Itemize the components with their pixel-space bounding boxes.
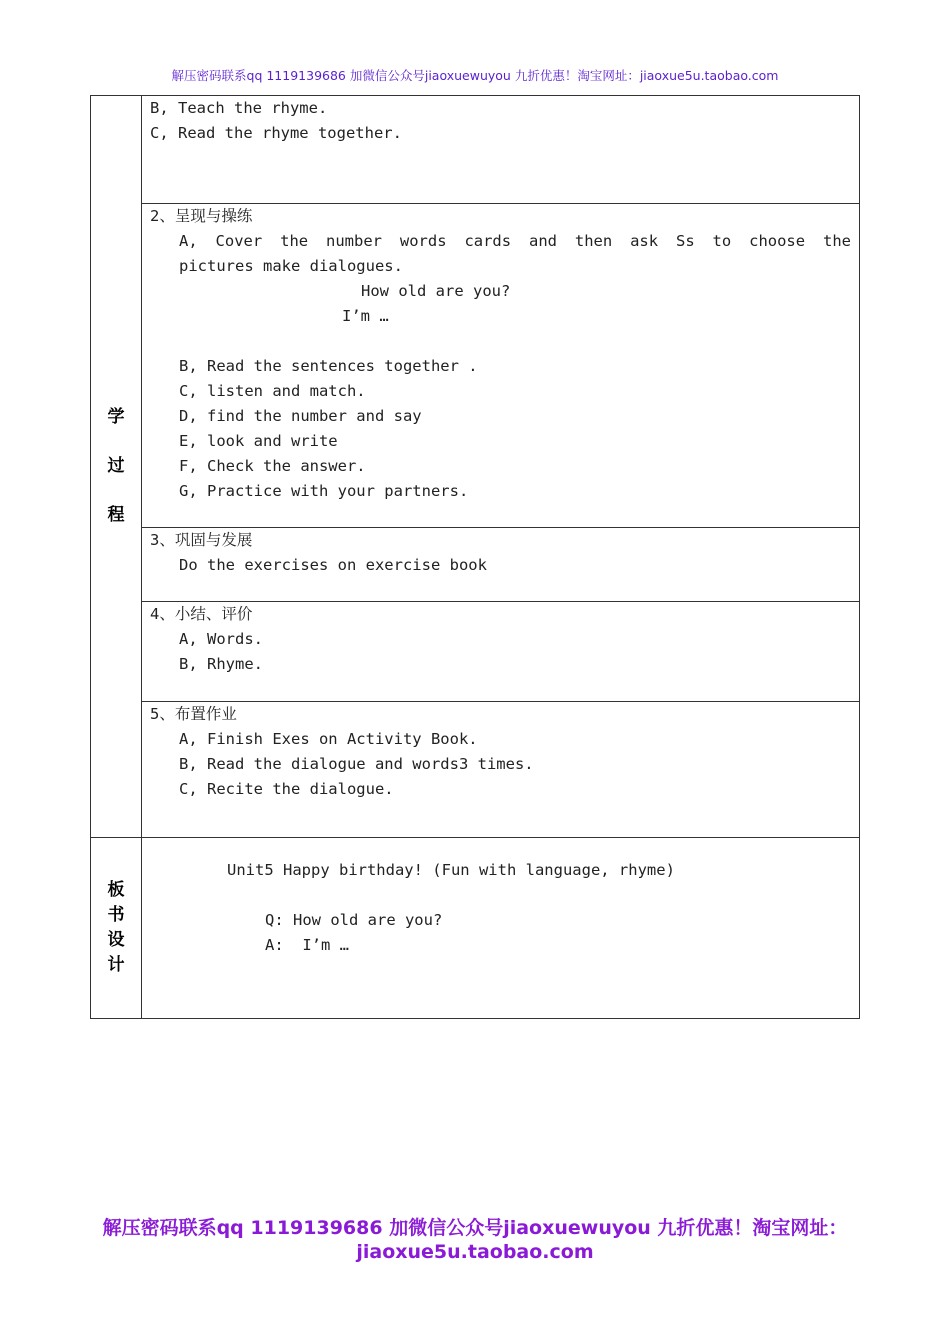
sec4-item: A, Words.	[179, 630, 263, 648]
lesson-plan-table	[90, 95, 860, 1019]
sec2-a-line2: pictures make dialogues.	[179, 257, 403, 275]
board-label	[91, 838, 142, 1019]
sec2-item: D, find the number and say	[179, 407, 422, 425]
sec5-heading: 5、布置作业	[150, 705, 237, 723]
sec5-item: B, Read the dialogue and words3 times.	[179, 755, 534, 773]
board-answer: A: I’m …	[265, 936, 349, 954]
board-label-char: 计	[107, 955, 125, 975]
sec4-heading: 4、小结、评价	[150, 605, 253, 623]
sec4-item: B, Rhyme.	[179, 655, 263, 673]
section-5-cell	[142, 702, 860, 838]
sec2-dialog-answer: I’m …	[342, 307, 389, 325]
board-label-char: 书	[107, 905, 125, 925]
sec2-item: C, listen and match.	[179, 382, 366, 400]
section-3-cell	[142, 528, 860, 602]
board-label-char: 设	[107, 930, 125, 950]
footer-line-1: 解压密码联系qq 1119139686 加微信公众号jiaoxuewuyou 九折优惠！淘宝网址：	[102, 1217, 848, 1239]
sec2-a-line1: A, Cover the number words cards and then ask Ss to choose the	[179, 232, 851, 250]
sec2-dialog-question: How old are you?	[361, 282, 511, 300]
sec1-line: C, Read the rhyme together.	[150, 124, 402, 142]
sec2-item: F, Check the answer.	[179, 457, 366, 475]
sec3-line: Do the exercises on exercise book	[179, 556, 487, 574]
board-title: Unit5 Happy birthday! (Fun with language, rhyme)	[227, 861, 675, 879]
section-1-cell	[142, 96, 860, 204]
sec2-item: B, Read the sentences together .	[179, 357, 478, 375]
process-label-char: 过	[107, 456, 125, 476]
footer-line-2: jiaoxue5u.taobao.com	[356, 1241, 594, 1263]
sec2-item: E, look and write	[179, 432, 338, 450]
process-label-char: 学	[107, 407, 125, 427]
section-4-cell	[142, 602, 860, 702]
footer-banner	[0, 1216, 950, 1264]
sec5-item: C, Recite the dialogue.	[179, 780, 394, 798]
sec2-item: G, Practice with your partners.	[179, 482, 469, 500]
process-label	[91, 96, 142, 838]
board-design-cell	[142, 838, 860, 1019]
section-2-cell	[142, 204, 860, 528]
process-label-char: 程	[107, 505, 125, 525]
board-question: Q: How old are you?	[265, 911, 443, 929]
sec5-item: A, Finish Exes on Activity Book.	[179, 730, 478, 748]
sec1-line: B, Teach the rhyme.	[150, 99, 328, 117]
sec3-heading: 3、巩固与发展	[150, 531, 253, 549]
header-banner: 解压密码联系qq 1119139686 加微信公众号jiaoxuewuyou 九折优惠！淘宝网址：jiaoxue5u.taobao.com	[171, 68, 779, 83]
board-label-char: 板	[107, 880, 125, 900]
sec2-heading: 2、呈现与操练	[150, 207, 253, 225]
